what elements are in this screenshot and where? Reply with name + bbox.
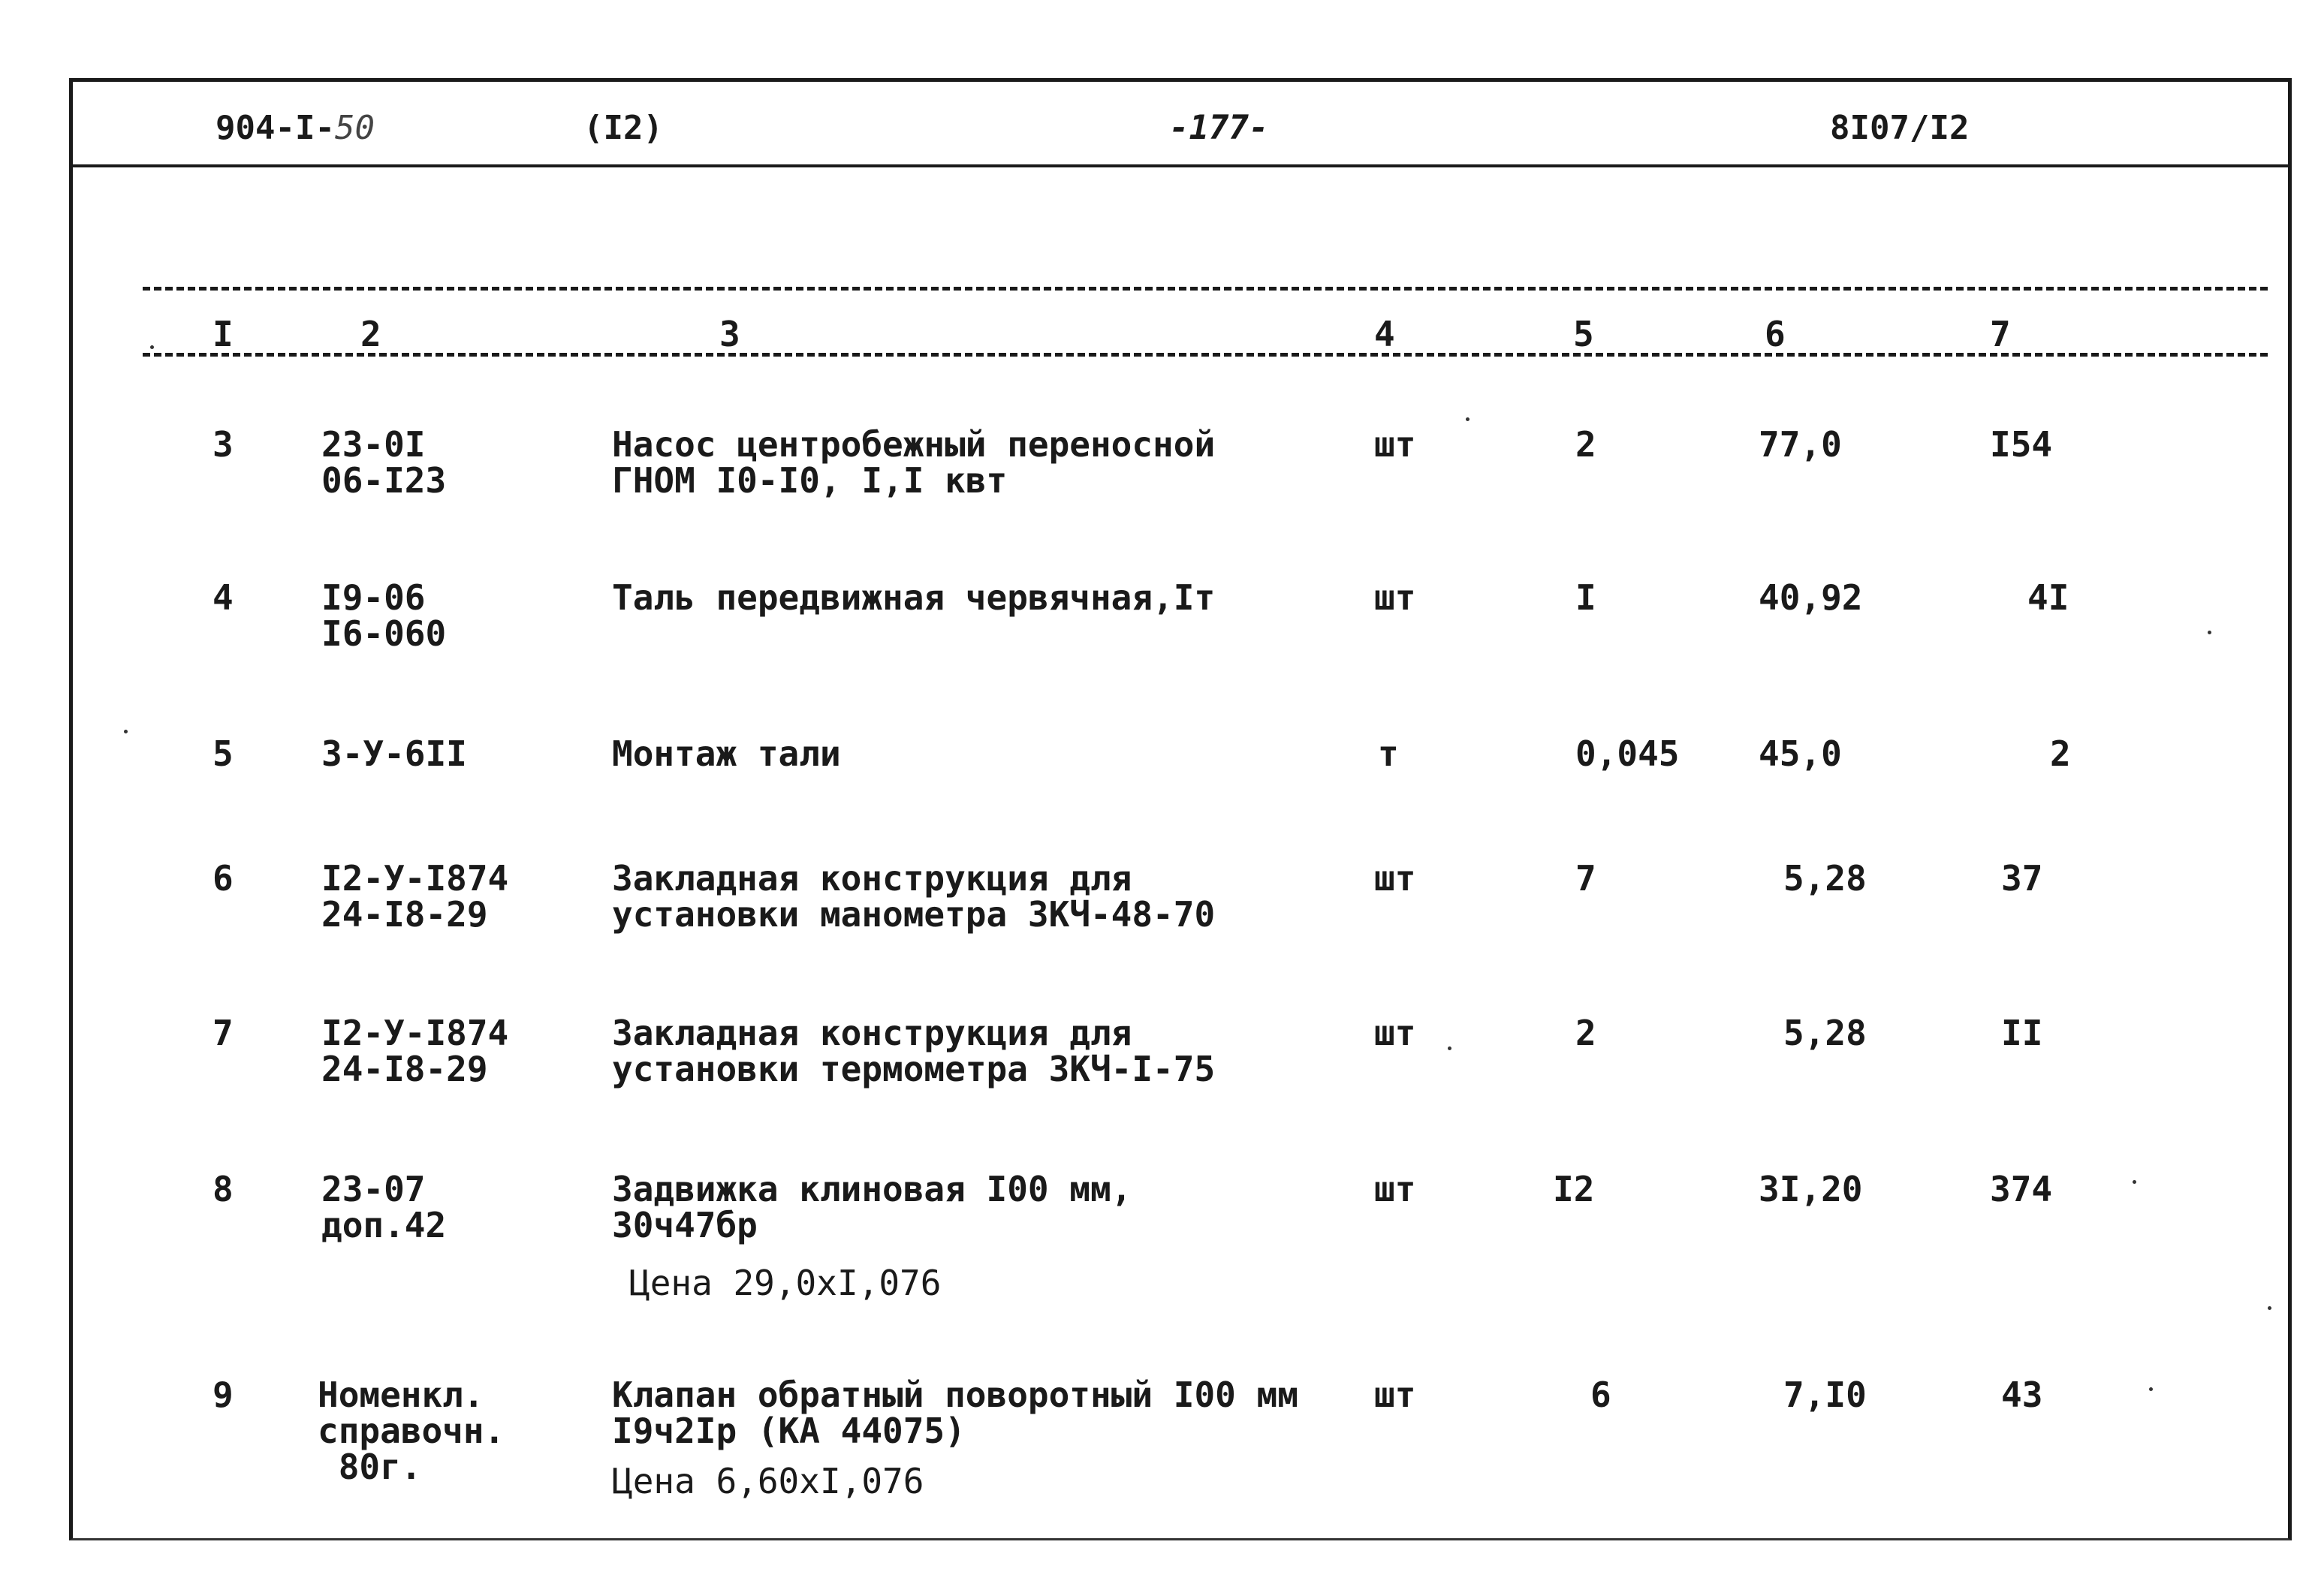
column-number: 4 <box>1374 314 1395 354</box>
item-description: Таль передвижная червячная,Iт <box>612 577 1216 618</box>
norm-code: 3-У-6II <box>321 733 467 774</box>
row-number: 9 <box>213 1375 234 1415</box>
quantity: 2 <box>1575 424 1596 465</box>
row-number: 7 <box>213 1013 234 1053</box>
item-description: Клапан обратный поворотный I00 мм I9ч2Iр (КА 44075) <box>612 1375 1298 1451</box>
unit: т <box>1378 733 1399 774</box>
item-description: Закладная конструкция для установки термометра ЗКЧ-I-75 <box>612 1013 1216 1089</box>
unit: шт <box>1374 577 1416 618</box>
total-cost: I54 <box>1990 424 2053 465</box>
column-number: 2 <box>360 314 381 354</box>
total-cost: 374 <box>1990 1169 2053 1209</box>
unit: шт <box>1374 1375 1416 1415</box>
price-calculation: Цена 29,0хI,076 <box>629 1263 942 1303</box>
unit-price: 5,28 <box>1783 858 1867 899</box>
header-bottom-rule <box>143 353 2268 357</box>
item-description: Задвижка клиновая I00 мм, 30ч47бр <box>612 1169 1132 1245</box>
scan-speck <box>150 345 154 349</box>
unit-price: 3I,20 <box>1759 1169 1863 1209</box>
unit-price: 45,0 <box>1759 733 1842 774</box>
total-cost: 43 <box>2001 1375 2043 1415</box>
norm-code: I2-У-I874 24-I8-29 <box>321 858 509 935</box>
item-description: Насос центробежный переносной ГНОМ I0-I0, I,I квт <box>612 424 1216 501</box>
scan-speck <box>2133 1180 2136 1184</box>
scan-speck <box>2268 1306 2271 1310</box>
price-calculation: Цена 6,60хI,076 <box>612 1461 924 1501</box>
scan-speck <box>2208 631 2211 634</box>
scan-speck <box>1448 1046 1451 1050</box>
item-description: Монтаж тали <box>612 733 841 774</box>
unit: шт <box>1374 1013 1416 1053</box>
quantity: 2 <box>1575 1013 1596 1053</box>
column-number: 7 <box>1990 314 2011 354</box>
quantity: 6 <box>1590 1375 1611 1415</box>
unit: шт <box>1374 858 1416 899</box>
unit-price: 40,92 <box>1759 577 1863 618</box>
quantity: 0,045 <box>1575 733 1680 774</box>
scan-speck <box>124 730 128 733</box>
quantity: I <box>1575 577 1596 618</box>
item-description: Закладная конструкция для установки манометра ЗКЧ-48-70 <box>612 858 1216 935</box>
unit: шт <box>1374 1169 1416 1209</box>
column-number: 5 <box>1573 314 1594 354</box>
scan-speck <box>2149 1387 2153 1391</box>
total-cost: II <box>2001 1013 2043 1053</box>
total-cost: 37 <box>2001 858 2043 899</box>
row-number: 6 <box>213 858 234 899</box>
norm-code: I2-У-I874 24-I8-29 <box>321 1013 509 1089</box>
document-code: 904-I-50 <box>216 109 375 147</box>
page-number: -177- <box>1169 109 1269 147</box>
scan-speck <box>1466 417 1470 421</box>
unit-price: 7,I0 <box>1783 1375 1867 1415</box>
sheet-number: 8I07/I2 <box>1830 109 1970 147</box>
column-number: 3 <box>719 314 740 354</box>
total-cost: 4I <box>2027 577 2069 618</box>
norm-code: I9-06 I6-060 <box>321 577 447 654</box>
norm-code: 23-0I 06-I23 <box>321 424 447 501</box>
quantity: 7 <box>1575 858 1596 899</box>
row-number: 3 <box>213 424 234 465</box>
unit-price: 77,0 <box>1759 424 1842 465</box>
row-number: 4 <box>213 577 234 618</box>
total-cost: 2 <box>2050 733 2071 774</box>
norm-code: 23-07 доп.42 <box>321 1169 447 1245</box>
title-block <box>73 82 2288 167</box>
quantity: I2 <box>1553 1169 1595 1209</box>
part-number: (I2) <box>583 109 663 147</box>
unit: шт <box>1374 424 1416 465</box>
unit-price: 5,28 <box>1783 1013 1867 1053</box>
norm-code: Номенкл. справочн. 80г. <box>318 1375 505 1487</box>
row-number: 8 <box>213 1169 234 1209</box>
row-number: 5 <box>213 733 234 774</box>
table-top-rule <box>143 287 2268 291</box>
column-number: 6 <box>1765 314 1786 354</box>
column-number: I <box>213 314 234 354</box>
document-sheet <box>69 78 2292 1540</box>
